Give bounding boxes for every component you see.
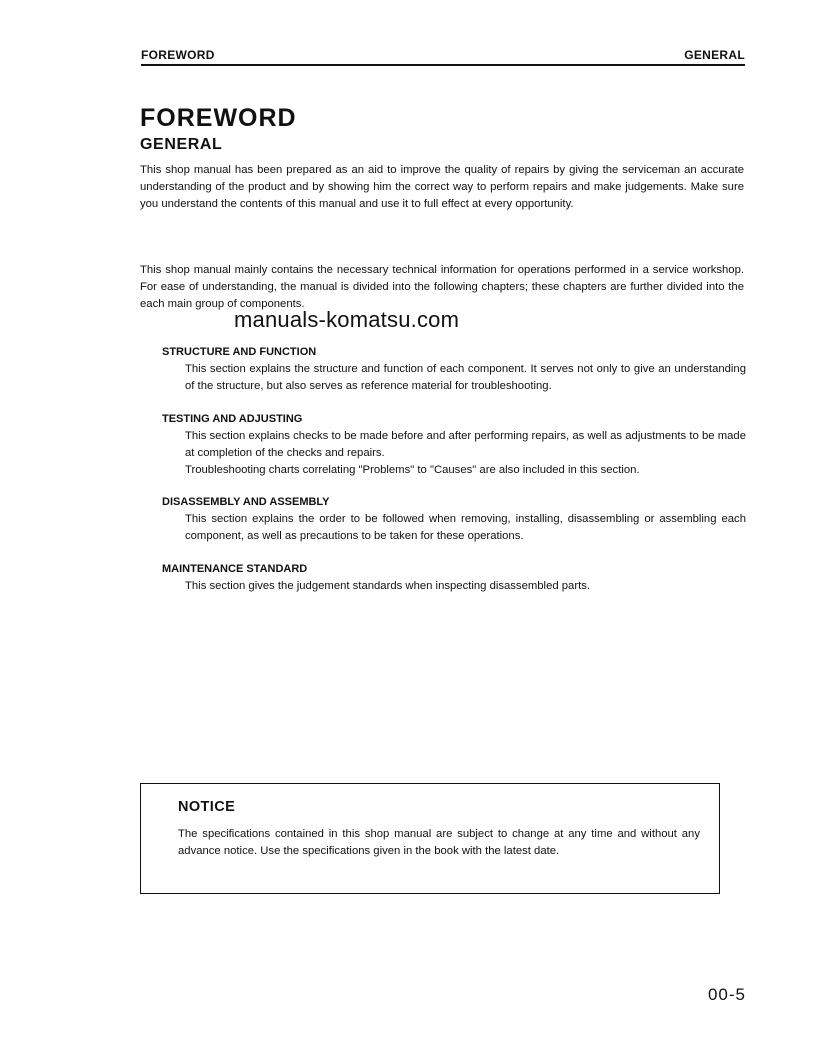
section-structure-and-function <box>162 344 746 395</box>
section-body: This section explains the structure and function of each component. It serves not only to give an understanding of the structure, but also serves as reference material for troubleshooting. <box>185 363 746 392</box>
notice-box <box>140 783 720 894</box>
section-heading: DISASSEMBLY AND ASSEMBLY <box>162 496 330 508</box>
section-body: This section gives the judgement standards when inspecting disassembled parts. <box>185 580 591 592</box>
header-right-label: GENERAL <box>684 48 745 62</box>
intro-paragraph: This shop manual has been prepared as an aid to improve the quality of repairs by giving the serviceman an accurate understanding of the product and by showing him the correct way to perform repairs and make judgements. Make sure you understand the contents of this manual and use it to full effect at every opportunity. <box>140 164 744 210</box>
watermark-text: manuals-komatsu.com <box>234 307 460 332</box>
section-body: This section explains checks to be made before and after performing repairs, as well as adjustments to be made at completion of the checks and repairs. <box>185 430 746 459</box>
section-body-extra: Troubleshooting charts correlating "Problems" to "Causes" are also included in this section. <box>185 464 640 476</box>
header-left-label: FOREWORD <box>141 48 215 62</box>
section-heading: STRUCTURE AND FUNCTION <box>162 346 317 358</box>
section-testing-and-adjusting <box>162 411 746 479</box>
page-title: FOREWORD <box>140 104 297 132</box>
section-disassembly-and-assembly <box>162 494 746 545</box>
section-body: This section explains the order to be followed when removing, installing, disassembling or assembling each component, as well as precautions to be taken for these operations. <box>185 513 746 542</box>
running-header <box>141 46 745 66</box>
notice-body: The specifications contained in this shop manual are subject to change at any time and without any advance notice. Use the specifications given in the book with the latest date. <box>178 828 700 857</box>
section-heading: TESTING AND ADJUSTING <box>162 413 303 425</box>
contents-paragraph: This shop manual mainly contains the necessary technical information for operations performed in a service workshop. For ease of understanding, the manual is divided into the following chapters; these chapters are further divided into the each main group of components. <box>140 264 744 310</box>
page-number: 00-5 <box>707 985 746 1004</box>
section-maintenance-standard <box>162 561 746 595</box>
notice-heading: NOTICE <box>178 799 236 815</box>
page-subtitle: GENERAL <box>140 136 223 153</box>
section-heading: MAINTENANCE STANDARD <box>162 563 308 575</box>
